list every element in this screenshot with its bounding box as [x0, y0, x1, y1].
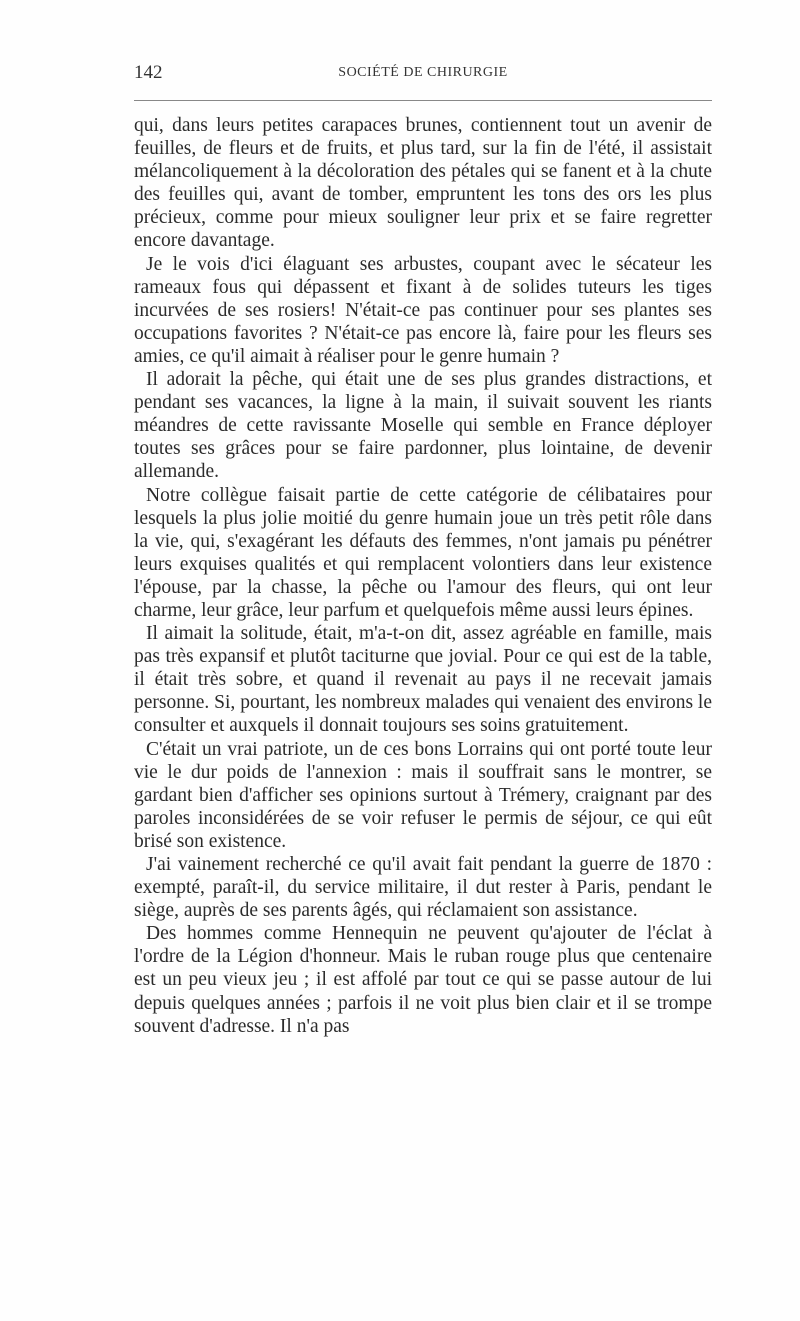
paragraph: qui, dans leurs petites carapaces brunes, contiennent tout un avenir de feuilles, de fleurs et de fruits, et plus tard, sur la fin de l'été, il assistait mélancoliquement à la décoloration des pétales qui se fanent et à la chute des feuilles qui, avant de tomber, empruntent les tons des ors les plus précieux, comme pour mieux souligner leur prix et se faire regretter encore davantage. — [134, 115, 712, 252]
paragraph: Des hommes comme Hennequin ne peuvent qu'ajouter de l'éclat à l'ordre de la Légion d'honneur. Mais le ruban rouge plus que centenaire est un peu vieux jeu ; il est affolé par tout ce qui se passe autour de lui depuis quelques années ; parfois il ne voit plus bien clair et il se trompe souvent d'adresse. Il n'a pas — [134, 923, 712, 1037]
paragraph: Notre collègue faisait partie de cette catégorie de célibataires pour lesquels la plus jolie moitié du genre humain joue un très petit rôle dans la vie, qui, s'exagérant les défauts des femmes, n'ont jamais pu pénétrer leurs exquises qualités et qui remplacent volontiers dans leur existence l'épouse, par la chasse, la pêche ou l'amour des fleurs, qui ont leur charme, leur grâce, leur parfum et quelquefois même aussi leurs épines. — [134, 484, 712, 621]
paragraph: C'était un vrai patriote, un de ces bons Lorrains qui ont porté toute leur vie le dur poids de l'annexion : mais il souffrait sans le montrer, se gardant bien d'afficher ses opinions surtout à Trémery, craignant par des paroles inconsidérées de se voir refuser le permis de séjour, ce qui eût brisé son existence. — [134, 738, 712, 852]
page-header — [134, 62, 712, 84]
paragraph: Il aimait la solitude, était, m'a-t-on dit, assez agréable en famille, mais pas très expansif et plutôt taciturne que jovial. Pour ce qui est de la table, il était très sobre, et quand il revenait au pays il ne recevait jamais personne. Si, pourtant, les nombreux malades qui venaient des environs le consulter et auxquels il donnait toujours ses soins gratuitement. — [134, 623, 712, 737]
paragraph: Je le vois d'ici élaguant ses arbustes, coupant avec le sécateur les rameaux fous qui dépassent et fixant à de solides tuteurs les tiges incurvées de ses rosiers! N'était-ce pas continuer pour ses plantes ses occupations favorites ? N'était-ce pas encore là, faire pour les fleurs ses amies, ce qu'il aimait à réaliser pour le genre humain ? — [134, 253, 712, 367]
paragraph: J'ai vainement recherché ce qu'il avait fait pendant la guerre de 1870 : exempté, paraît-il, du service militaire, il dut rester à Paris, pendant le siège, auprès de ses parents âgés, qui réclamaient son assistance. — [134, 854, 712, 922]
page-number: 142 — [134, 62, 163, 83]
header-rule — [134, 100, 712, 101]
paragraph: Il adorait la pêche, qui était une de ses plus grandes distractions, et pendant ses vacances, la ligne à la main, il suivait souvent les riants méandres de cette ravissante Moselle qui semble en France déployer toutes ses grâces pour se faire pardonner, plus lointaine, de devenir allemande. — [134, 369, 712, 483]
body-text — [134, 114, 712, 1038]
running-title: SOCIÉTÉ DE CHIRURGIE — [338, 65, 508, 80]
